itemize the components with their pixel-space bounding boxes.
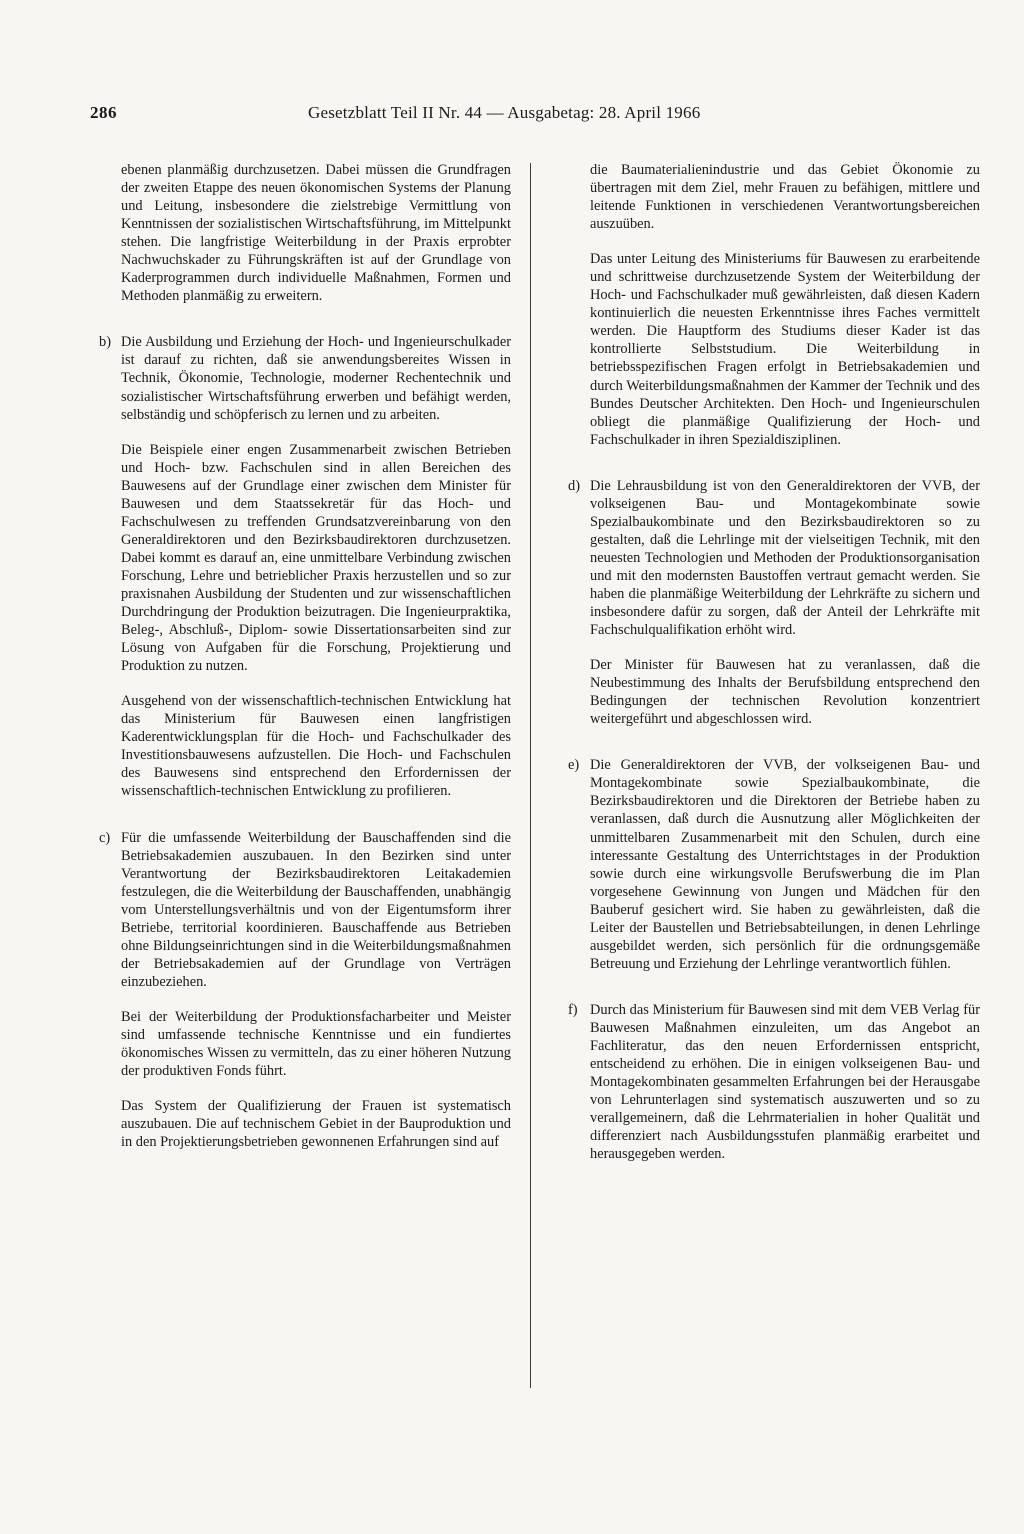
item-label-e: e) <box>568 757 580 774</box>
list-item-e <box>568 756 980 973</box>
item-b-paragraph-1: Die Ausbildung und Erziehung der Hoch- und Ingenieurschulkader ist darauf zu richten, daß sie anwendungsbereites Wissen in Technik, Ökonomie, Technologie, moderner Rechentechnik und sozialistischer Wirtschaftsführung erwerben und befähigt werden, selbständig und schöpferisch zu lernen und zu arbeiten. <box>121 334 511 423</box>
list-item-c <box>99 829 511 1152</box>
item-e-paragraph-1: Die Generaldirektoren der VVB, der volkseigenen Bau- und Montagekombinate sowie Spezialbaukombinate, die Bezirksbaudirektoren und die Direktoren der Betriebe haben zu veranlassen, daß durch die Ausnutzung aller Möglichkeiten der unmittelbaren Zusammenarbeit mit den Schulen, durch eine interessante Gestaltung des Unterrichtstages in der Produktion sowie durch eine wirkungsvolle Berufswerbung die im Plan vorgesehene Gewinnung von Jungen und Mädchen für den Bauberuf gesichert wird. Sie haben zu gewährleisten, daß die Leiter der Baustellen und Betriebsabteilungen, in denen Lehrlinge ausgebildet werden, sich persönlich für die ordnungsgemäße Betreuung und Erziehung der Lehrlinge verantwortlich fühlen. <box>590 757 980 972</box>
paragraph-continuation: ebenen planmäßig durchzusetzen. Dabei müssen die Grundfragen der zweiten Etappe des neuen ökonomischen Systems der Planung und Leitung, insbesondere die zielstrebige Vermittlung von Kenntnissen der sozialistischen Wirtschaftsführung, im Mittelpunkt stehen. Die langfristige Weiterbildung in der Praxis erprobter Nachwuchskader zu Führungskräften ist auf der Grundlage von Kaderprogrammen durch individuelle Maßnahmen, Formen und Methoden planmäßig zu erweitern. <box>121 162 511 305</box>
item-b-paragraph-2: Die Beispiele einer engen Zusammenarbeit zwischen Betrieben und Hoch- bzw. Fachschulen sind in allen Bereichen des Bauwesens auf der Grundlage einer zwischen dem Minister für Bauwesen und dem Staatssekretär für das Hoch- und Fachschulwesen zu treffenden Grundsatzvereinbarung von den Generaldirektoren und den Bezirksbaudirektoren durchzusetzen. Dabei kommt es darauf an, eine unmittelbare Verbindung zwischen Forschung, Lehre und betrieblicher Praxis herzustellen und so zur praxisnahen Ausbildung der Studenten und zur wissenschaftlichen Durchdringung der Produktion beizutragen. Die Ingenieurpraktika, Beleg-, Abschluß-, Diplom- sowie Dissertationsarbeiten sind zur Lösung von Aufgaben für die Forschung, Projektierung und Produktion zu nutzen. <box>121 441 511 675</box>
item-label-c: c) <box>99 829 111 846</box>
item-c-paragraph-2: Bei der Weiterbildung der Produktionsfacharbeiter und Meister sind umfassende technische Kenntnisse und ein fundiertes ökonomisches Wissen zu vermitteln, das zu einer höheren Nutzung der produktiven Fonds führt. <box>121 1008 511 1080</box>
list-item-f <box>568 1001 980 1163</box>
page-header <box>90 103 940 127</box>
list-item-b <box>99 333 511 800</box>
item-d-paragraph-1: Die Lehrausbildung ist von den Generaldirektoren der VVB, der volkseigenen Bau- und Montagekombinate sowie Spezialbaukombinate und den Bezirksbaudirektoren so zu gestalten, daß die Lehrlinge mit der vielseitigen Technik, mit den neuesten Technologien und Methoden der Produktionsorganisation und mit den modernsten Baustoffen vertraut gemacht werden. Sie haben die planmäßige Weiterbildung der Lehrkräfte zu sichern und insbesondere dafür zu sorgen, daß der Anteil der Lehrkräfte mit Fachschulqualifikation erhöht wird. <box>590 477 980 639</box>
paragraph-continuation-right: die Baumaterialienindustrie und das Gebiet Ökonomie zu übertragen mit dem Ziel, mehr Frauen zu befähigen, mittlere und leitende Funktionen in verschiedenen Verantwortungsbereichen auszuüben. <box>590 162 980 233</box>
item-b-paragraph-3: Ausgehend von der wissenschaftlich-technischen Entwicklung hat das Ministerium für Bauwesen einen langfristigen Kaderentwicklungsplan für die Hoch- und Fachschulkader des Investitionsbauwesens aufzustellen. Die Hoch- und Fachschulen des Bauwesens sind entsprechend den Erfordernissen der wissenschaftlich-technischen Entwicklung zu profilieren. <box>121 693 511 800</box>
item-c-paragraph-3: Das System der Qualifizierung der Frauen ist systematisch auszubauen. Die auf technischem Gebiet in der Bauproduktion und in den Projektierungsbetrieben gewonnenen Erfahrungen sind auf <box>121 1098 511 1151</box>
item-f-paragraph-1: Durch das Ministerium für Bauwesen sind mit dem VEB Verlag für Bauwesen Maßnahmen einzuleiten, um das Angebot an Fachliteratur, das den neuen Erfordernissen entspricht, entscheidend zu erhöhen. Die in einigen volkseigenen Bau- und Montagekombinaten gesammelten Erfahrungen bei der Herausgabe von Lehrunterlagen sind systematisch auszuwerten und so zu verallgemeinern, daß die Lehrmaterialien in hoher Qualität und differenziert nach Ausbildungsstufen planmäßig erarbeitet und herausgegeben werden. <box>590 1001 980 1163</box>
item-d-paragraph-2: Der Minister für Bauwesen hat zu veranlassen, daß die Neubestimmung des Inhalts der Berufsbildung entsprechend den Bedingungen der technischen Revolution konzentriert weitergeführt und abgeschlossen wird. <box>590 657 980 728</box>
item-label-d: d) <box>568 477 580 494</box>
column-divider <box>530 163 531 1388</box>
list-item-d <box>568 477 980 729</box>
right-column <box>568 161 980 1180</box>
page-number: 286 <box>90 103 117 122</box>
item-c-paragraph-1: Für die umfassende Weiterbildung der Bauschaffenden sind die Betriebsakademien auszubauen. In den Bezirken sind unter Verantwortung der Bezirksbaudirektoren Leitakademien festzulegen, die die Weiterbildung der Bauschaffenden, unabhängig vom Unterstellungsverhältnis und von der Eigentumsform ihrer Betriebe, territorial koordinieren. Bauschaffende aus Betrieben ohne Bildungseinrichtungen sind in die Weiterbildungsmaßnahmen der Betriebsakademien auf der Grundlage von Verträgen einzubeziehen. <box>121 829 511 990</box>
left-column <box>99 161 511 1168</box>
item-label-b: b) <box>99 334 111 351</box>
paragraph-weiterbildung: Das unter Leitung des Ministeriums für Bauwesen zu erarbeitende und schrittweise durchzusetzende System der Weiterbildung der Hoch- und Fachschulkader muß gewährleisten, daß diesen Kadern kontinuierlich die neuesten Erkenntnisse ihres Faches vermittelt werden. Die Hauptform des Studiums dieser Kader ist das kontrollierte Selbststudium. Die Weiterbildung in betriebsspezifischen Fragen erfolgt in Betriebsakademien und durch Weiterbildungsmaßnahmen der Kammer der Technik und des Bundes Deutscher Architekten. Den Hoch- und Ingenieurschulen obliegt die planmäßige Qualifizierung der Hoch- und Fachschulkader in ihren Spezialdisziplinen. <box>590 251 980 448</box>
page-header-title: Gesetzblatt Teil II Nr. 44 — Ausgabetag: 28. April 1966 <box>308 103 701 122</box>
item-label-f: f) <box>568 1001 578 1018</box>
